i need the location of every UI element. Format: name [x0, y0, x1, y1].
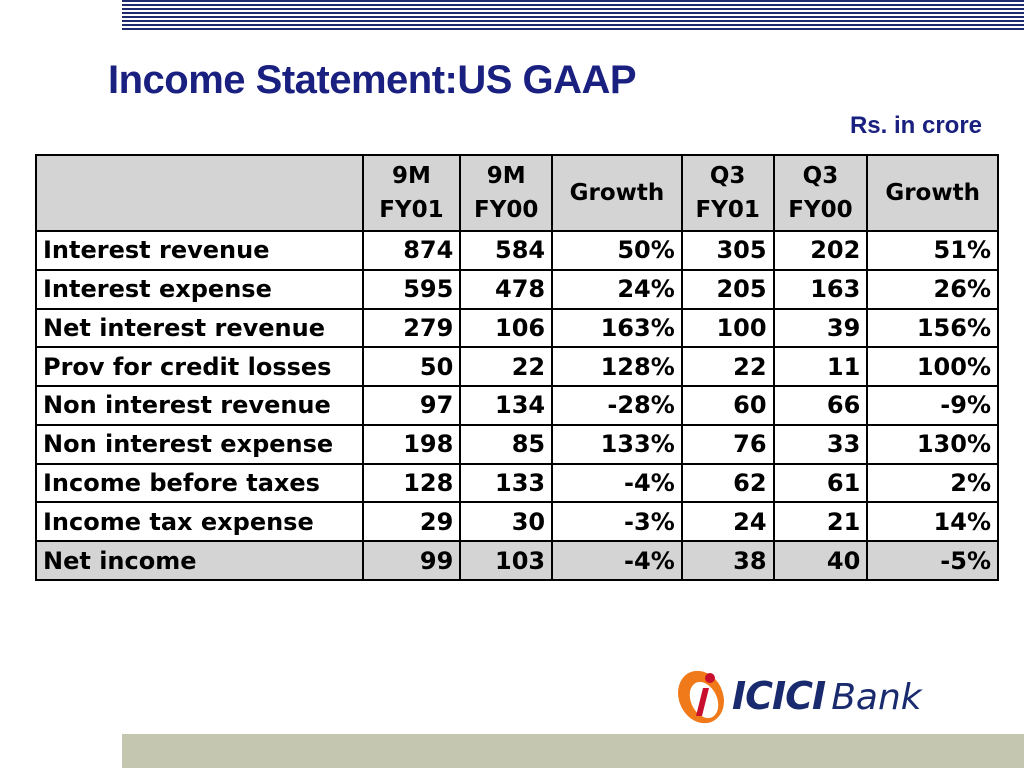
table-header-row	[36, 155, 998, 231]
table-cell: 30	[460, 502, 552, 541]
table-row	[36, 425, 998, 464]
table-cell: 128	[363, 464, 461, 503]
table-cell: 128%	[552, 347, 682, 386]
table-cell: 99	[363, 541, 461, 580]
table-row	[36, 231, 998, 270]
table-row	[36, 347, 998, 386]
column-header: Q3 FY00	[774, 155, 868, 231]
slide-title: Income Statement:US GAAP	[108, 58, 637, 102]
row-label: Interest revenue	[36, 231, 363, 270]
row-label: Income before taxes	[36, 464, 363, 503]
logo-brand: ICICI	[732, 674, 826, 718]
table-cell: 130%	[867, 425, 998, 464]
table-cell: 133	[460, 464, 552, 503]
row-label: Net interest revenue	[36, 309, 363, 348]
table-cell: -28%	[552, 386, 682, 425]
column-header: Growth	[552, 155, 682, 231]
column-header: Growth	[867, 155, 998, 231]
table-cell: 97	[363, 386, 461, 425]
table-cell: 38	[682, 541, 774, 580]
table-cell: 62	[682, 464, 774, 503]
column-header: 9M FY01	[363, 155, 461, 231]
table-cell: 198	[363, 425, 461, 464]
table-cell: 40	[774, 541, 868, 580]
column-header: 9M FY00	[460, 155, 552, 231]
table-cell: 205	[682, 270, 774, 309]
table-cell: 50%	[552, 231, 682, 270]
table-cell: -9%	[867, 386, 998, 425]
icici-bank-logo	[672, 664, 982, 726]
table-cell: 14%	[867, 502, 998, 541]
header-stripes	[122, 0, 1024, 32]
logo-text	[732, 674, 922, 718]
icici-i-logo-icon	[672, 664, 730, 726]
table-cell: 21	[774, 502, 868, 541]
table-cell: 163	[774, 270, 868, 309]
logo-suffix: Bank	[831, 677, 922, 718]
table-cell: 279	[363, 309, 461, 348]
table-cell: 50	[363, 347, 461, 386]
table-cell: 103	[460, 541, 552, 580]
table-cell: 76	[682, 425, 774, 464]
table-row	[36, 541, 998, 580]
row-label: Non interest revenue	[36, 386, 363, 425]
table-row	[36, 464, 998, 503]
table-cell: 26%	[867, 270, 998, 309]
table-cell: 39	[774, 309, 868, 348]
table-cell: 133%	[552, 425, 682, 464]
table-cell: 163%	[552, 309, 682, 348]
table-cell: 874	[363, 231, 461, 270]
column-header-label	[36, 155, 363, 231]
table-cell: -4%	[552, 541, 682, 580]
table-row	[36, 270, 998, 309]
table-cell: 100%	[867, 347, 998, 386]
table-row	[36, 309, 998, 348]
table-cell: 29	[363, 502, 461, 541]
table-cell: 85	[460, 425, 552, 464]
table-cell: 202	[774, 231, 868, 270]
table-row	[36, 386, 998, 425]
table-cell: 66	[774, 386, 868, 425]
table-cell: -5%	[867, 541, 998, 580]
table-cell: 11	[774, 347, 868, 386]
table-cell: 24	[682, 502, 774, 541]
table-cell: 100	[682, 309, 774, 348]
table-cell: 584	[460, 231, 552, 270]
table-row	[36, 502, 998, 541]
table-cell: 478	[460, 270, 552, 309]
row-label: Net income	[36, 541, 363, 580]
footer-bar	[122, 734, 1024, 768]
table-cell: 595	[363, 270, 461, 309]
row-label: Interest expense	[36, 270, 363, 309]
table-cell: 134	[460, 386, 552, 425]
table-cell: 22	[682, 347, 774, 386]
table-cell: 2%	[867, 464, 998, 503]
income-statement-table	[35, 154, 999, 581]
table-cell: 51%	[867, 231, 998, 270]
table-cell: 60	[682, 386, 774, 425]
table-cell: -4%	[552, 464, 682, 503]
table-cell: 24%	[552, 270, 682, 309]
table-cell: 33	[774, 425, 868, 464]
table-cell: 305	[682, 231, 774, 270]
table-cell: 156%	[867, 309, 998, 348]
row-label: Income tax expense	[36, 502, 363, 541]
table-cell: 22	[460, 347, 552, 386]
row-label: Non interest expense	[36, 425, 363, 464]
column-header: Q3 FY01	[682, 155, 774, 231]
row-label: Prov for credit losses	[36, 347, 363, 386]
unit-note: Rs. in crore	[849, 112, 982, 139]
table-cell: -3%	[552, 502, 682, 541]
table-cell: 106	[460, 309, 552, 348]
table-cell: 61	[774, 464, 868, 503]
